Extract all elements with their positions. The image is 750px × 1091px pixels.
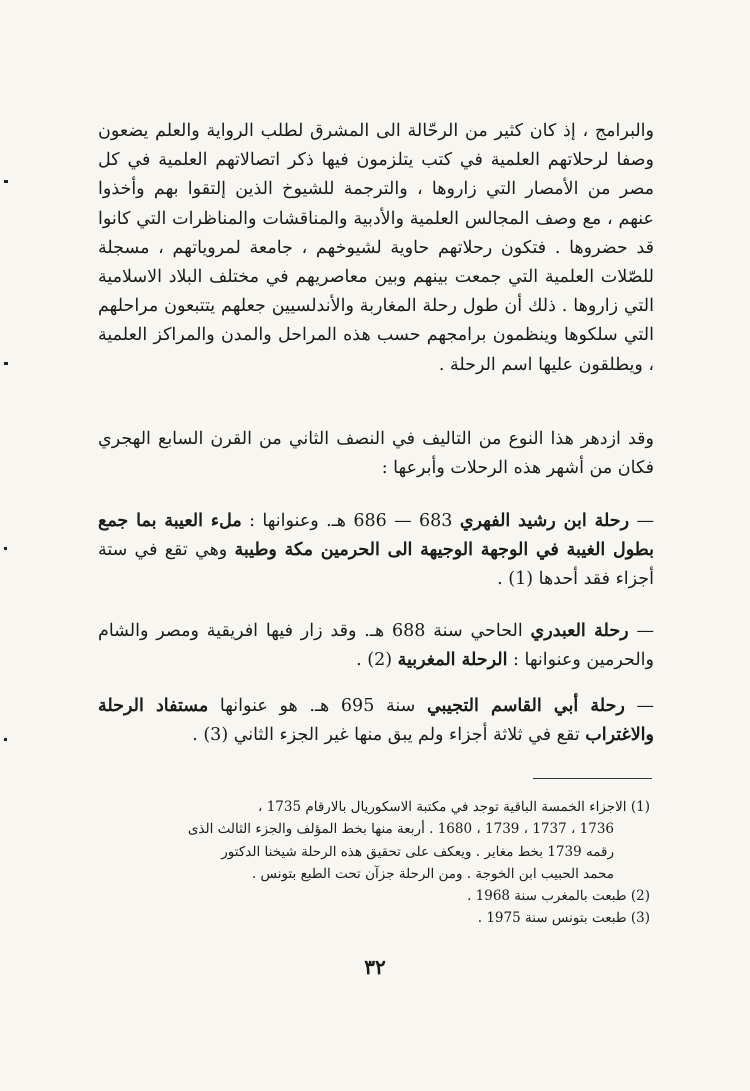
intro-paragraph — [98, 117, 654, 380]
item-middle: سنة 695 هـ. هو عنوانها — [208, 696, 427, 716]
footnote-3: (3) طبعت بتونس سنة 1975 . — [477, 910, 650, 927]
footnotes — [100, 796, 650, 930]
item-rest: تقع في ثلاثة أجزاء ولم يبق منها غير الجزء الثاني (3) . — [192, 725, 586, 746]
item-middle: الحاحي سنة 688 هـ. وقد زار فيها افريقية ومصر والشام والحرمين وعنوانها : — [98, 621, 654, 671]
footnote-2: (2) طبعت بالمغرب سنة 1968 . — [467, 888, 650, 905]
footnote-divider — [533, 778, 652, 779]
item-title: رحلة ابن رشيد الفهري — [459, 511, 630, 531]
item-work-title: الرحلة المغربية — [397, 650, 508, 671]
list-item-ibn-rushayd — [98, 507, 654, 595]
paragraph-text: وقد ازدهر هذا النوع من التاليف في النصف الثاني من القرن السابع الهجري فكان من أشهر هذه الرحلات وأبرعها : — [98, 429, 654, 479]
item-rest: (2) . — [356, 650, 398, 671]
item-title: رحلة العبدري — [530, 621, 629, 641]
item-rest: وهي تقع في ستة أجزاء فقد أحدها (1) . — [98, 540, 654, 590]
scan-mark — [4, 738, 7, 741]
scan-mark — [4, 362, 8, 365]
item-dash: — — [629, 511, 654, 531]
page-number: ٣٢ — [364, 955, 386, 979]
paragraph-text: والبرامج ، إذ كان كثير من الرحّالة الى المشرق لطلب الرواية والعلم يضعون وصفا لرحلاتهم العلمية في كتب يتلزمون فيها ذكر اتصالاتهم العلمية في كل مصر من الأمصار التي زاروها ، والترجمة للشيوخ الذين إلتقوا بهم وأخذوا عنهم ، مع وصف المجالس العلمية والأدبية والمناقشات والمناظرات التي كانوا قد حضروها . فتكون رحلاتهم حاوية لشيوخهم ، جامعة لمروياتهم ، مسجلة للصّلات العلمية التي جمعت بينهم وبين معاصريهم في مختلف البلاد الاسلامية التي زاروها . ذلك أن طول رحلة المغاربة والأندلسيين جعلهم يتتبعون مراحلهم التي سلكوها وينظمون برامجهم حسب هذه المراحل والمدن والمراكز العلمية ، ويطلقون عليها اسم الرحلة . — [98, 121, 654, 375]
item-work-title: ملء العيبة بما جمع بطول الغيبة في الوجهة الوجيهة الى الحرمين مكة وطيبة — [98, 511, 654, 561]
item-dash: — — [624, 696, 654, 716]
second-paragraph — [98, 425, 654, 483]
footnote-1-line-3: رقمه 1739 بخط مغاير . ويعكف على تحقيق هذه الرحلة شيخنا الدكتور — [221, 843, 614, 860]
list-item-tujibi — [98, 692, 654, 750]
item-dash: — — [628, 621, 654, 641]
item-work-title: مستفاد الرحلة والاغتراب — [98, 696, 654, 746]
footnote-1-line-2: 1736 ، 1737 ، 1739 ، 1680 . أربعة منها بخط المؤلف والجزء الثالث الذى — [187, 821, 614, 838]
scan-mark — [4, 180, 8, 183]
list-item-abdari — [98, 617, 654, 675]
scan-mark — [4, 547, 7, 550]
footnote-1-line-4: محمد الحبيب ابن الخوجة . ومن الرحلة جزآن تحت الطبع بتونس . — [251, 865, 614, 882]
footnote-1-line-1: (1) الاجزاء الخمسة الباقية توجد في مكتبة الاسكوريال بالارقام 1735 ، — [258, 799, 650, 815]
item-dates: 683 — 686 هـ. وعنوانها : — [241, 511, 460, 531]
item-title: رحلة أبي القاسم التجيبي — [426, 696, 625, 716]
